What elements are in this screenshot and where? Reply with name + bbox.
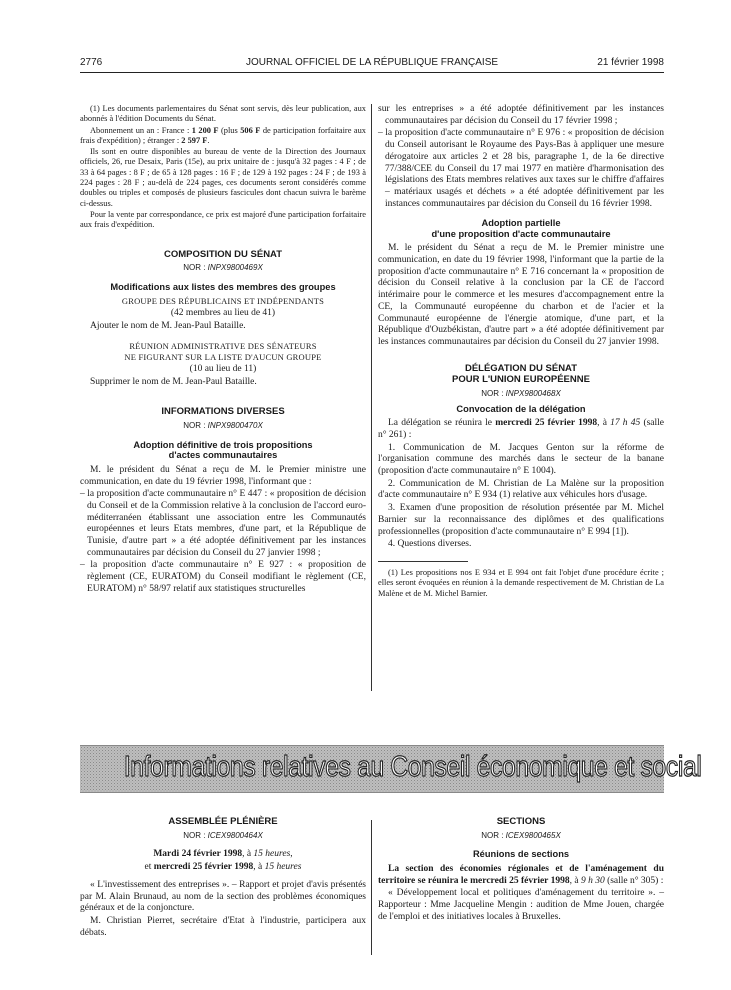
- agenda-item: 4. Questions diverses.: [388, 539, 472, 550]
- paragraph: « L'investissement des entreprises ». – Rapport et projet d'avis présentés par M. Alain Brunaud, au nom de la section des problèmes économiques généraux et de la conjoncture.: [80, 879, 366, 914]
- column-divider: [371, 104, 372, 691]
- subscription-prices: Abonnement un an : France : 1 200 F (plus 506 F de participation forfaitaire aux frais d'expédition) ; étranger : 2 597 F.: [80, 125, 366, 145]
- subsection-title: Adoption définitive de trois propositions d'actes communautaires: [133, 439, 313, 461]
- subsection-title: Modifications aux listes des membres des groupes: [110, 281, 336, 292]
- running-header: [80, 57, 664, 71]
- section-banner: [80, 745, 702, 793]
- footnote-rule: [378, 561, 468, 562]
- paragraph: M. le président du Sénat a reçu de M. le Premier ministre une communication, en date du 19 février 1998, l'informant que la partie de la proposition d'acte communautaire n° E 716 concernant la « proposition de décision du Conseil relative à la conclusion par la CE de l'accord intérimaire pour le commerce et les mesures d'accompagnement entre la CE, la Communauté européenne du charbon et de l'acier et la Communauté européenne de l'énergie atomique, d'une part, et la République d'Ouzbékistan, d'autre part » a été adoptée définitivement par les instances communautaires par décision du Conseil du 27 janvier 1998.: [378, 243, 664, 347]
- mail-order-note: Pour la vente par correspondance, ce prix est majoré d'une participation forfaitaire aux frais d'expédition.: [80, 209, 366, 230]
- paragraph: sur les entreprises » a été adoptée définitivement par les instances communautaires par décision du Conseil du 17 février 1998 ;: [378, 104, 664, 126]
- right-column: [378, 104, 664, 600]
- header-rule: [80, 72, 664, 73]
- subsection-title: Adoption partielle d'une proposition d'acte communautaire: [431, 218, 611, 239]
- session-date: Mardi 24 février 1998, à 15 heures,: [153, 849, 293, 860]
- group-name: GROUPE DES RÉPUBLICAINS ET INDÉPENDANTS: [121, 296, 325, 307]
- section-title: COMPOSITION DU SÉNAT: [163, 248, 283, 260]
- intro-note: (1) Les documents parlementaires du Sénat sont servis, dès leur publication, aux abonnés à l'édition Documents du Sénat.: [80, 104, 366, 124]
- agenda-item: 1. Communication de M. Jacques Genton sur la réforme de l'organisation commune des marchés dans le secteur de la banane (proposition d'acte communautaire n° E 1004).: [378, 442, 664, 477]
- column-divider: [371, 820, 372, 955]
- bullet-item: – la proposition d'acte communautaire n° E 447 : « proposition de décision du Conseil et de la Commission relative à la conclusion de l'accord euro-méditerranéen établissant une association entre les Communautés européennes et leurs Etats membres, d'une part, et la République de Tunisie, d'autre part » a été adoptée définitivement par les instances communautaires par décision du Conseil du 27 janvier 1998 ;: [80, 489, 366, 558]
- page-number: 2776: [80, 57, 103, 68]
- group-name: NE FIGURANT SUR LA LISTE D'AUCUN GROUPE: [124, 352, 322, 363]
- paragraph: « Développement local et politiques d'aménagement du territoire ». – Rapporteur : Mme Jacqueline Mengin : audition de Mme Jouen, chargée de l'emploi et des initiatives locales à Bruxelles.: [378, 888, 664, 922]
- session-date: et mercredi 25 février 1998, à 15 heures: [144, 862, 302, 873]
- section-title: DÉLÉGATION DU SÉNAT POUR L'UNION EUROPÉENNE: [452, 362, 590, 386]
- paragraph: M. le président du Sénat a reçu de M. le Premier ministre une communication, en date du 19 février 1998, l'informant que :: [80, 464, 366, 487]
- group-count: (10 au lieu de 11): [189, 363, 257, 374]
- section-title: INFORMATIONS DIVERSES: [161, 406, 285, 418]
- unit-prices: Ils sont en outre disponibles au bureau de vente de la Direction des Journaux officiels, 26, rue Desaix, Paris (15e), au prix unitaire de : jusqu'à 32 pages : 4 F ; de 33 à 64 pages : 8 F ; de 65 à 128 pages : 16 F ; de 129 à 192 pages : 24 F ; de 193 à 224 pages : 28 F ; au-delà de 224 pages, ces documents seront considérés comme doubles ou triples et composés de plusieurs fascicules dont chacun suivra le barème ci-dessus.: [80, 147, 366, 208]
- footnote: (1) Les propositions nos E 934 et E 994 ont fait l'objet d'une procédure écrite ; elles seront évoquées en réunion à la demande respectivement de M. Christian de La Malène et de M. Michel Barnier.: [378, 568, 664, 598]
- journal-title: JOURNAL OFFICIEL DE LA RÉPUBLIQUE FRANÇAISE: [245, 57, 499, 68]
- subsection-title: Réunions de sections: [472, 849, 570, 860]
- paragraph: M. Christian Pierret, secrétaire d'Etat à l'industrie, participera aux débats.: [80, 915, 366, 938]
- agenda-item: 3. Examen d'une proposition de résolution présentée par M. Michel Barnier sur la reconnaissance des diplômes et des qualifications professionnelles (proposition d'acte communautaire n° E 994 [1]).: [378, 503, 664, 537]
- section-title: ASSEMBLÉE PLÉNIÈRE: [168, 816, 278, 827]
- nor-reference: NOR : INPX9800470X: [183, 421, 263, 431]
- group-action: Supprimer le nom de M. Jean-Paul Bataille.: [90, 376, 257, 387]
- group-count: (42 membres au lieu de 41): [170, 308, 276, 319]
- bottom-right-column: [378, 816, 664, 924]
- left-column: [80, 104, 366, 597]
- agenda-item: 2. Communication de M. Christian de La Malène sur la proposition d'acte communautaire n° E 934 (1) relative aux véhicules hors d'usage.: [378, 478, 664, 501]
- nor-reference: NOR : ICEX9800464X: [183, 830, 263, 840]
- meeting-time: La délégation se réunira le mercredi 25 février 1998, à 17 h 45 (salle n° 261) :: [378, 418, 665, 440]
- bottom-left-column: [80, 816, 366, 940]
- issue-date: 21 février 1998: [597, 57, 664, 68]
- nor-reference: NOR : ICEX9800465X: [481, 830, 561, 840]
- nor-reference: NOR : INPX9800468X: [481, 389, 561, 399]
- subsection-title: Convocation de la délégation: [456, 403, 586, 414]
- group-action: Ajouter le nom de M. Jean-Paul Bataille.: [90, 320, 246, 331]
- bullet-item: – la proposition d'acte communautaire n° E 927 : « proposition de règlement (CE, EURATOM) du Conseil modifiant le règlement (CE, EURATOM) n° 58/97 relatif aux statistiques structurelles: [80, 560, 366, 594]
- bullet-item: – la proposition d'acte communautaire n° E 976 : « proposition de décision du Conseil autorisant le Royaume des Pays-Bas à appliquer une mesure dérogatoire aux articles 2 et 28 bis, paragraphe 1, de la 6e directive 77/388/CEE du Conseil du 17 mai 1977 en matière d'harmonisation des législations des Etats membres relatives aux taxes sur le chiffre d'affaires – matériaux usagés et déchets » a été adoptée définitivement par les instances communautaires par décision du Conseil du 16 février 1998.: [378, 128, 664, 209]
- nor-reference: NOR : INPX9800469X: [183, 263, 263, 273]
- banner-title: Informations relatives au Conseil économique et social: [123, 751, 702, 783]
- section-title: SECTIONS: [496, 816, 546, 827]
- meeting-time: La section des économies régionales et de l'aménagement du territoire se réunira le mercredi 25 février 1998, à 9 h 30 (salle n° 305) :: [378, 863, 664, 886]
- group-name: RÉUNION ADMINISTRATIVE DES SÉNATEURS: [129, 340, 317, 351]
